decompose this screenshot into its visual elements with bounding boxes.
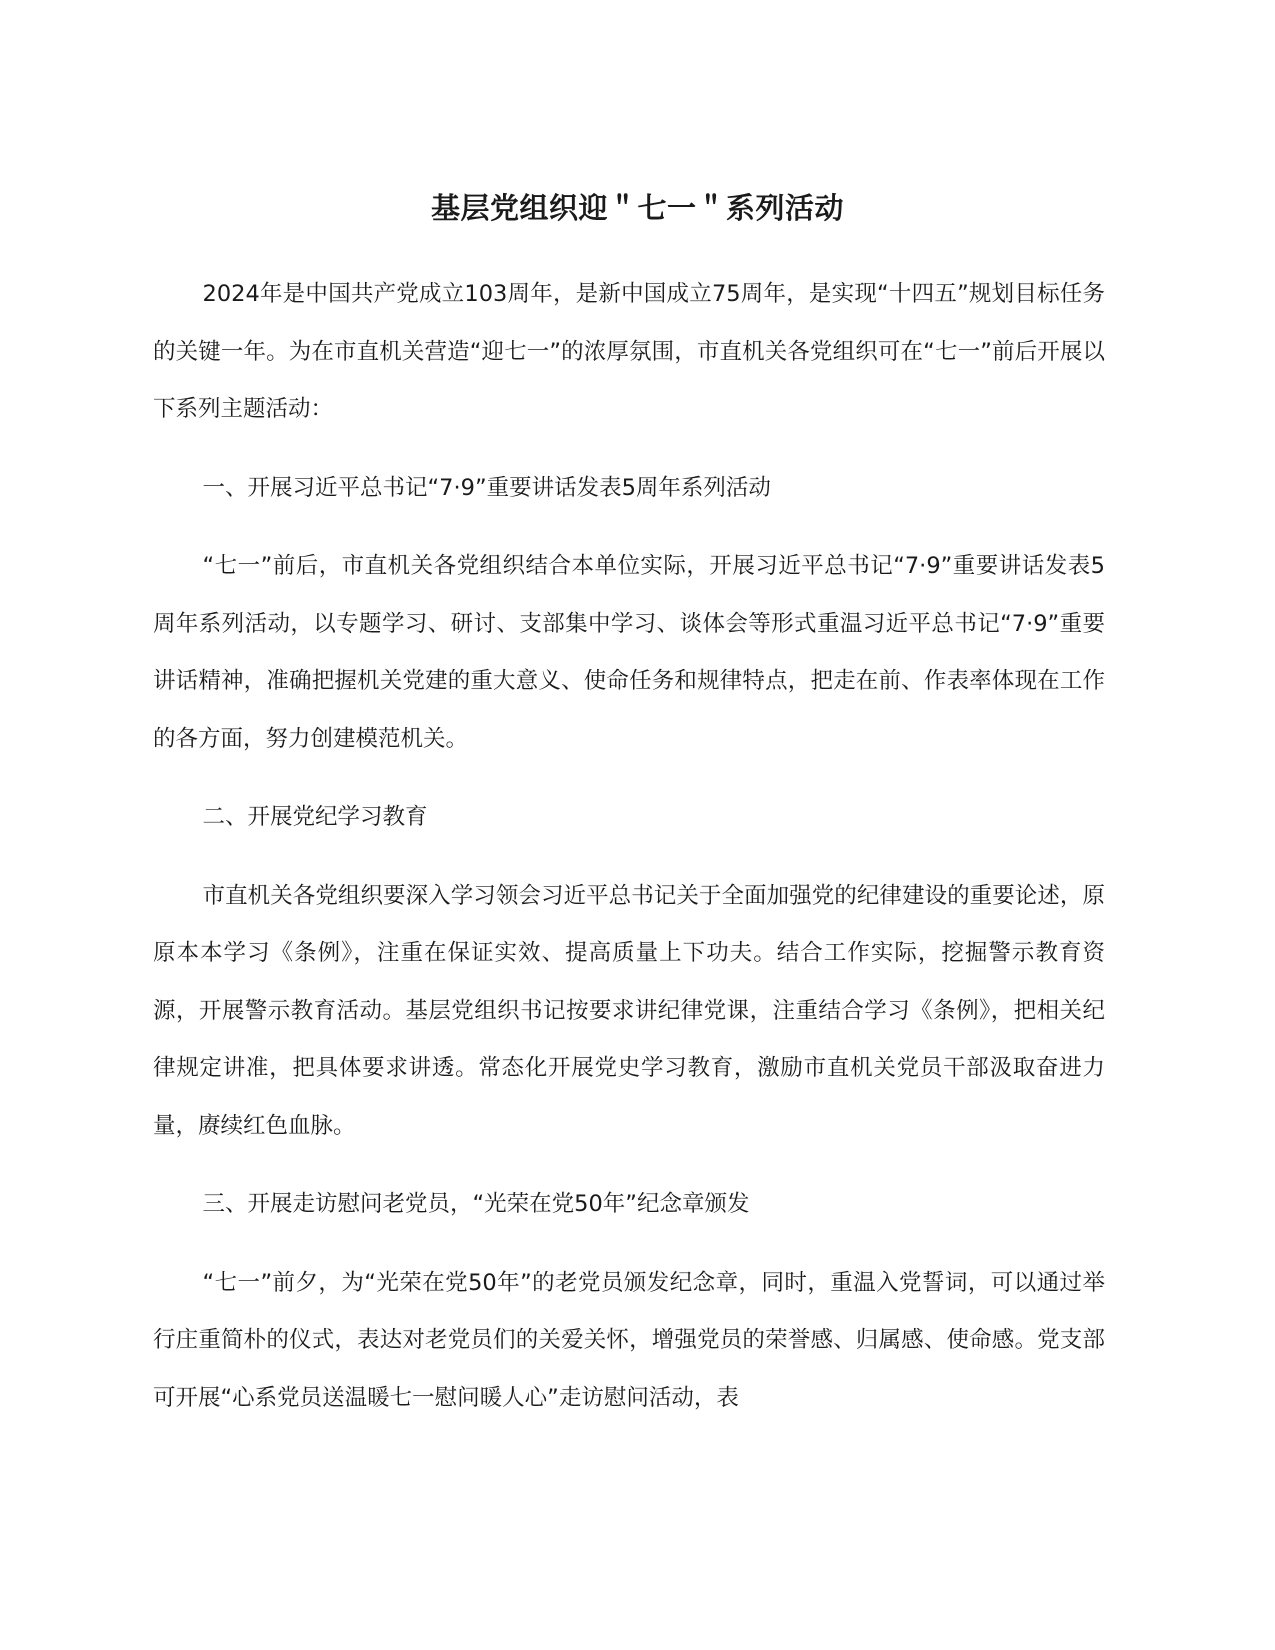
intro-paragraph: 2024年是中国共产党成立103周年，是新中国成立75周年，是实现“十四五”规划目标任务的关键一年。为在市直机关营造“迎七一”的浓厚氛围，市直机关各党组织可在“七一”前后开展以下系列主题活动：	[153, 281, 1105, 422]
section-2-paragraph: 市直机关各党组织要深入学习领会习近平总书记关于全面加强党的纪律建设的重要论述，原原本本学习《条例》，注重在保证实效、提高质量上下功夫。结合工作实际，挖掘警示教育资源，开展警示教育活动。基层党组织书记按要求讲纪律党课，注重结合学习《条例》，把相关纪律规定讲准，把具体要求讲透。常态化开展党史学习教育，激励市直机关党员干部汲取奋进力量，赓续红色血脉。	[153, 882, 1105, 1139]
section-heading-2: 二、开展党纪学习教育	[202, 804, 428, 830]
section-heading-3: 三、开展走访慰问老党员，“光荣在党50年”纪念章颁发	[202, 1191, 750, 1217]
section-heading-1: 一、开展习近平总书记“7·9”重要讲话发表5周年系列活动	[202, 474, 771, 501]
document-title: 基层党组织迎＂七一＂系列活动	[430, 191, 844, 225]
section-1-paragraph: “七一”前后，市直机关各党组织结合本单位实际，开展习近平总书记“7·9”重要讲话发表5周年系列活动，以专题学习、研讨、支部集中学习、谈体会等形式重温习近平总书记“7·9”重要讲话精神，准确把握机关党建的重大意义、使命任务和规律特点，把走在前、作表率体现在工作的各方面，努力创建模范机关。	[153, 553, 1105, 752]
document-body	[153, 266, 1105, 1427]
section-3-paragraph: “七一”前夕，为“光荣在党50年”的老党员颁发纪念章，同时，重温入党誓词，可以通过举行庄重简朴的仪式，表达对老党员们的关爱关怀，增强党员的荣誉感、归属感、使命感。党支部可开展“心系党员送温暖七一慰问暖人心”走访慰问活动，表	[153, 1269, 1105, 1411]
